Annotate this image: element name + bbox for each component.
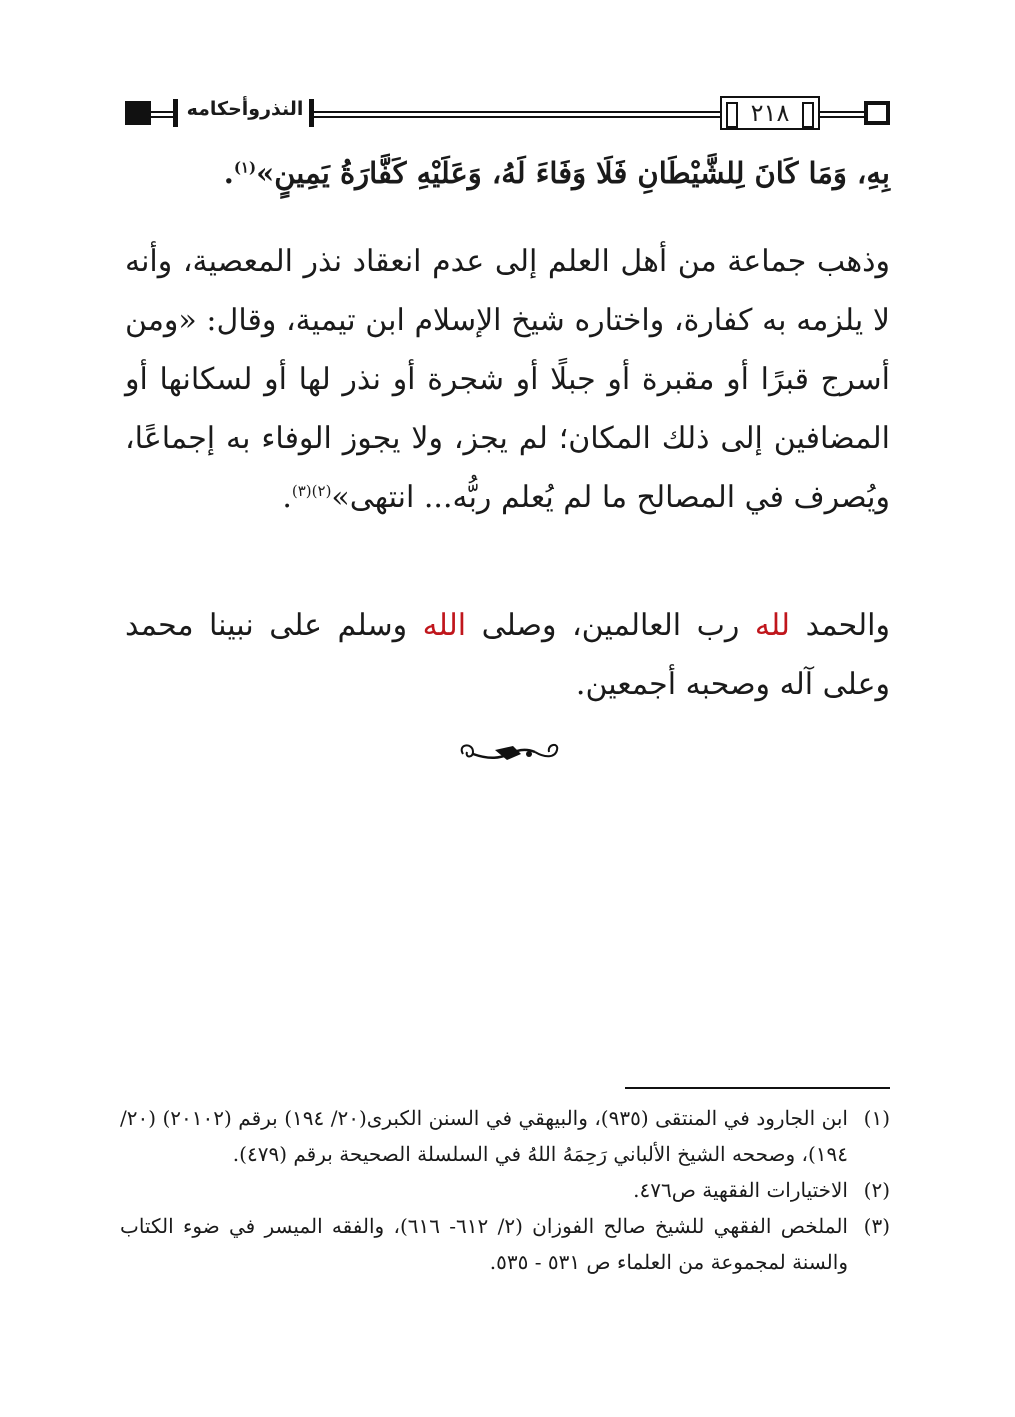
footnote-item: (٣) الملخص الفقهي للشيخ صالح الفوزان (٢/ ٦١٢- ٦١٦)، والفقه الميسر في ضوء الكتاب والسنة لمجموعة من العلماء ص ٥٣١ - ٥٣٥. [120, 1208, 890, 1280]
footnote-item: (١) ابن الجارود في المنتقى (٩٣٥)، والبيهقي في السنن الكبرى(٢٠/ ١٩٤) برقم (٢٠١٠٢) (٢٠/ ١٩٤)، وصححه الشيخ الألباني رَحِمَهُ اللهُ في السلسلة الصحيحة برقم (٤٧٩). [120, 1100, 890, 1172]
divine-name: الله [422, 608, 467, 643]
footnote-separator [625, 1087, 890, 1089]
header-rule [820, 111, 865, 118]
hadith-text: بِهِ، وَمَا كَانَ لِلشَّيْطَانِ فَلَا وَفَاءَ لَهُ، وَعَلَيْهِ كَفَّارَةُ يَمِينٍ»$^{(١)}$. [223, 156, 890, 190]
book-title: النذروأحكامه [186, 98, 304, 120]
page-header [125, 96, 890, 132]
footnotes [120, 1100, 890, 1280]
footnote-ref: (٢)(٣) [291, 482, 332, 500]
footnote-number: (٣) [863, 1214, 890, 1238]
ornament-divider-icon [455, 738, 565, 768]
footnote-ref: (١) [233, 158, 257, 177]
header-bar [173, 99, 178, 127]
body-paragraph: وذهب جماعة من أهل العلم إلى عدم انعقاد نذر المعصية، وأنه لا يلزمه به كفارة، واختاره شيخ الإسلام ابن تيمية، وقال: «ومن أسرج قبرًا أو مقبرة أو جبلًا أو شجرة أو نذر لها أو لسكانها أو المضافين إلى ذلك المكان؛ لم يجز، ولا يجوز الوفاء به إجماعًا، ويُصرف في المصالح ما لم يُعلم ربُّه... انتهى»$^{(٢)(٣)}$. [125, 244, 890, 515]
header-right-square [864, 101, 890, 125]
footnote-item: (٢) الاختيارات الفقهية ص٤٧٦. [120, 1172, 890, 1208]
closing-paragraph: والحمد لله رب العالمين، وصلى الله وسلم على نبينا محمد وعلى آله وصحبه أجمعين. [125, 608, 890, 702]
header-rule [151, 111, 173, 118]
page-number: ٢١٨ [720, 96, 820, 130]
divine-name: لله [754, 608, 791, 643]
footnote-number: (٢) [863, 1178, 890, 1202]
header-left-square [125, 101, 151, 125]
footnote-number: (١) [863, 1106, 890, 1130]
header-rule [314, 111, 720, 118]
